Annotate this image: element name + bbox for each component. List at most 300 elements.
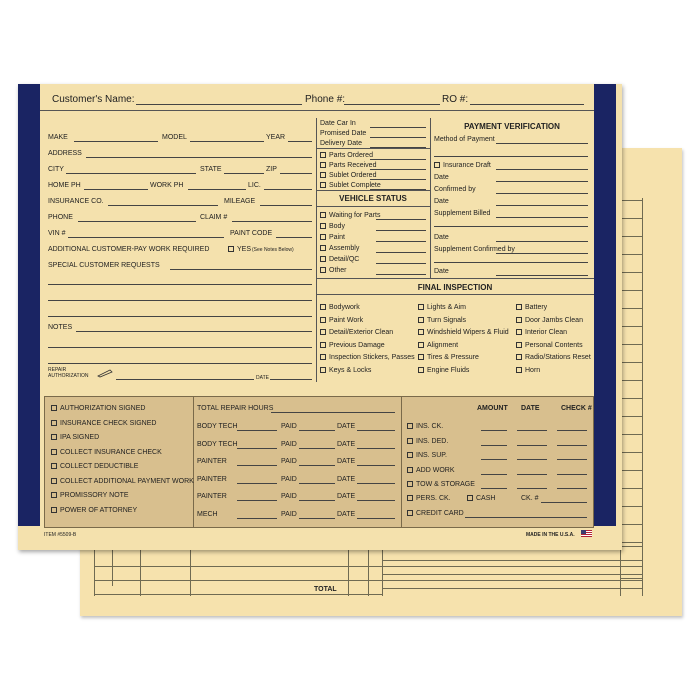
checkbox-icon xyxy=(320,329,326,335)
checkbox-icon xyxy=(320,267,326,273)
inspection-item[interactable] xyxy=(516,317,583,324)
inspection-item[interactable] xyxy=(320,342,385,349)
pv-date-label: Date xyxy=(434,268,449,275)
inspection-item-label: Door Jambs Clean xyxy=(525,316,583,324)
header-divider xyxy=(40,110,594,111)
inspection-item-label: Lights & Aim xyxy=(427,304,466,311)
payment-row-label: TOW & STORAGE xyxy=(416,481,475,488)
date-label: DATE xyxy=(337,423,356,430)
back-grid-line xyxy=(642,198,643,596)
back-grid-line xyxy=(94,580,382,581)
checkbox-icon xyxy=(407,481,413,487)
check-field[interactable] xyxy=(557,474,587,475)
confirmed-by-field[interactable] xyxy=(496,193,588,194)
checkbox-icon xyxy=(516,304,522,310)
back-row-line xyxy=(620,380,642,381)
status-item[interactable] xyxy=(320,212,380,219)
work-phone-label: WORK PH xyxy=(150,182,184,189)
phone-field-2[interactable] xyxy=(78,221,196,222)
special-requests-line[interactable] xyxy=(48,300,312,301)
back-row-line xyxy=(620,452,642,453)
checklist-item[interactable] xyxy=(51,405,145,412)
checkbox-icon xyxy=(320,256,326,262)
back-total-label: TOTAL xyxy=(314,586,337,593)
inspection-item[interactable] xyxy=(320,304,360,311)
insurance-draft-label: Insurance Draft xyxy=(443,162,491,169)
inspection-item-label: Previous Damage xyxy=(329,341,385,349)
checkbox-icon xyxy=(516,367,522,373)
parts-item-line[interactable] xyxy=(370,169,426,170)
checkbox-icon xyxy=(320,223,326,229)
pers-ck[interactable] xyxy=(407,495,451,502)
vehicle-status-top-rule xyxy=(316,190,430,191)
checkbox-icon xyxy=(51,449,57,455)
payment-verification-title: PAYMENT VERIFICATION xyxy=(464,122,560,131)
checkbox-icon xyxy=(418,367,424,373)
front-envelope xyxy=(18,84,622,550)
office-panel xyxy=(44,396,594,528)
pv-date-field[interactable] xyxy=(496,241,588,242)
additional-work-label: ADDITIONAL CUSTOMER-PAY WORK REQUIRED xyxy=(48,246,210,253)
repair-date-field[interactable] xyxy=(270,379,312,380)
checkbox-icon xyxy=(320,182,326,188)
back-row-line xyxy=(620,344,642,345)
amount-field[interactable] xyxy=(481,474,507,475)
date-field[interactable] xyxy=(357,430,395,431)
checkbox-icon xyxy=(418,329,424,335)
payment-row[interactable] xyxy=(407,481,475,488)
date-field[interactable] xyxy=(357,483,395,484)
home-phone-field[interactable] xyxy=(84,189,148,190)
status-item-line[interactable] xyxy=(376,274,426,275)
status-item[interactable] xyxy=(320,245,359,252)
pv-date-field[interactable] xyxy=(496,275,588,276)
back-row-line xyxy=(620,524,642,525)
panel-divider xyxy=(193,397,194,527)
inspection-item[interactable] xyxy=(516,304,547,311)
status-item-line[interactable] xyxy=(376,219,426,220)
inspection-item[interactable] xyxy=(418,317,466,324)
repair-date-label: DATE xyxy=(256,375,269,381)
customer-name-label: Customer's Name: xyxy=(52,94,135,105)
status-item-label: Body xyxy=(329,223,345,230)
right-navy-bar xyxy=(594,84,616,526)
supplement-confirmed-by-label: Supplement Confirmed by xyxy=(434,246,515,253)
dates-divider xyxy=(316,148,430,149)
zip-field[interactable] xyxy=(280,173,312,174)
city-label: CITY xyxy=(48,166,64,173)
checkbox-icon xyxy=(51,434,57,440)
back-row-line xyxy=(620,290,642,291)
status-item[interactable] xyxy=(320,256,359,263)
check-field[interactable] xyxy=(557,459,587,460)
vehicle-status-title: VEHICLE STATUS xyxy=(339,194,407,203)
repair-hours-field[interactable] xyxy=(271,412,395,413)
tech-label: BODY TECH xyxy=(197,440,238,448)
claim-field[interactable] xyxy=(232,221,312,222)
checkbox-icon xyxy=(516,342,522,348)
status-item-line[interactable] xyxy=(376,252,426,253)
column-divider xyxy=(430,118,431,278)
status-item[interactable] xyxy=(320,267,347,274)
date-field[interactable] xyxy=(357,518,395,519)
paid-label: PAID xyxy=(281,458,297,465)
column-divider xyxy=(316,118,317,382)
inspection-item-label: Tires & Pressure xyxy=(427,354,479,361)
checkbox-icon xyxy=(516,317,522,323)
credit-card-field[interactable] xyxy=(465,517,587,518)
special-requests-label: SPECIAL CUSTOMER REQUESTS xyxy=(48,262,160,269)
credit-card[interactable] xyxy=(407,510,464,517)
paid-label: PAID xyxy=(281,440,297,448)
inspection-item[interactable] xyxy=(516,329,567,336)
notes-line[interactable] xyxy=(48,347,312,348)
back-grid-line xyxy=(94,594,382,595)
inspection-item-label: Detail/Exterior Clean xyxy=(329,329,394,336)
checklist-item-label: PROMISSORY NOTE xyxy=(60,492,129,499)
parts-item[interactable] xyxy=(320,172,376,179)
paid-label: PAID xyxy=(281,423,297,430)
paid-label: PAID xyxy=(281,493,297,500)
amount-field[interactable] xyxy=(481,445,507,446)
status-item[interactable] xyxy=(320,234,345,241)
checklist-item-label: IPA SIGNED xyxy=(60,434,100,441)
checkbox-icon xyxy=(407,423,413,429)
paid-field[interactable] xyxy=(299,500,335,501)
checkbox-icon xyxy=(320,342,326,348)
date-field[interactable] xyxy=(357,500,395,501)
checkbox-icon xyxy=(407,510,413,516)
back-row-line xyxy=(620,416,642,417)
checklist-item[interactable] xyxy=(51,434,99,441)
payment-line[interactable] xyxy=(434,226,588,227)
checkbox-icon xyxy=(418,304,424,310)
vin-field[interactable] xyxy=(68,237,224,238)
address-label: ADDRESS xyxy=(48,150,82,157)
checklist-item[interactable] xyxy=(51,507,137,514)
date-label: DATE xyxy=(337,510,356,518)
payment-row[interactable] xyxy=(407,452,447,459)
amount-field[interactable] xyxy=(481,488,507,489)
tech-label: PAINTER xyxy=(197,475,227,483)
inspection-item[interactable] xyxy=(516,354,591,361)
paint-code-label: PAINT CODE xyxy=(230,230,273,237)
yes-checkbox[interactable] xyxy=(228,246,251,253)
status-item-line[interactable] xyxy=(376,241,426,242)
parts-item-label: Parts Ordered xyxy=(329,152,373,159)
checkbox-icon xyxy=(320,172,326,178)
final-inspection-top-rule xyxy=(316,278,594,279)
make-field[interactable] xyxy=(74,141,158,142)
back-row-line xyxy=(382,588,642,589)
back-row-line xyxy=(620,434,642,435)
checkbox-icon xyxy=(320,212,326,218)
model-field[interactable] xyxy=(190,141,264,142)
inspection-item[interactable] xyxy=(320,367,371,374)
date-field[interactable] xyxy=(357,465,395,466)
date-label: DATE xyxy=(337,475,356,483)
paid-label: PAID xyxy=(281,475,297,483)
inspection-item-label: Interior Clean xyxy=(525,329,568,336)
pv-date-field[interactable] xyxy=(496,181,588,182)
payment-row[interactable] xyxy=(407,467,455,474)
ck-no-field[interactable] xyxy=(541,502,587,503)
back-row-line xyxy=(620,254,642,255)
address-field[interactable] xyxy=(86,157,312,158)
checkbox-icon xyxy=(51,507,57,513)
repair-hours-title: TOTAL REPAIR HOURS xyxy=(197,405,274,412)
checkbox-icon xyxy=(434,162,440,168)
checkbox-icon xyxy=(418,354,424,360)
tech-label: MECH xyxy=(197,510,218,518)
yes-note: (See Notes Below) xyxy=(252,247,294,253)
signature-pen-icon xyxy=(96,368,114,378)
back-row-line xyxy=(620,542,642,543)
authorization-label: AUTHORIZATION xyxy=(48,373,89,379)
date-field[interactable] xyxy=(517,430,547,431)
status-item-label: Assembly xyxy=(329,245,360,252)
paid-field[interactable] xyxy=(299,518,335,519)
parts-item-label: Sublet Complete xyxy=(329,182,381,189)
final-inspection-rule xyxy=(316,294,594,295)
back-row-line xyxy=(620,362,642,363)
checkbox-icon xyxy=(407,438,413,444)
checkbox-icon xyxy=(418,317,424,323)
pv-date-label: Date xyxy=(434,198,449,205)
tech-field[interactable] xyxy=(237,500,277,501)
checkbox-icon xyxy=(51,420,57,426)
pv-date-label: Date xyxy=(434,234,449,241)
check-field[interactable] xyxy=(557,488,587,489)
status-item-label: Other xyxy=(329,267,347,274)
amount-field[interactable] xyxy=(481,459,507,460)
supplement-confirmed-by-field[interactable] xyxy=(496,253,588,254)
checkbox-icon xyxy=(516,329,522,335)
checklist-item[interactable] xyxy=(51,478,194,485)
method-of-payment-field[interactable] xyxy=(496,143,588,144)
date-field[interactable] xyxy=(517,459,547,460)
back-row-line xyxy=(620,272,642,273)
checkbox-icon xyxy=(320,245,326,251)
mileage-field[interactable] xyxy=(260,205,312,206)
phone-field[interactable] xyxy=(344,104,440,105)
payment-line[interactable] xyxy=(434,156,588,157)
notes-field[interactable] xyxy=(76,331,312,332)
license-field[interactable] xyxy=(264,189,312,190)
paid-field[interactable] xyxy=(299,448,335,449)
year-field[interactable] xyxy=(288,141,312,142)
back-row-line xyxy=(382,574,642,575)
inspection-item[interactable] xyxy=(418,354,479,361)
back-row-line xyxy=(620,488,642,489)
paid-label: PAID xyxy=(281,510,297,518)
parts-item[interactable] xyxy=(320,162,376,169)
vin-label: VIN # xyxy=(48,230,66,237)
parts-item[interactable] xyxy=(320,152,373,159)
date-field[interactable] xyxy=(517,488,547,489)
inspection-item[interactable] xyxy=(320,354,415,361)
panel-divider xyxy=(401,397,402,527)
payment-row[interactable] xyxy=(407,423,443,430)
confirmed-by-label: Confirmed by xyxy=(434,186,476,193)
date-field[interactable] xyxy=(517,445,547,446)
inspection-item[interactable] xyxy=(516,367,540,374)
supplement-billed-label: Supplement Billed xyxy=(434,210,491,217)
tech-field[interactable] xyxy=(237,518,277,519)
checkbox-icon xyxy=(320,317,326,323)
checkbox-icon xyxy=(418,342,424,348)
parts-item-line[interactable] xyxy=(370,179,426,180)
make-label: MAKE xyxy=(48,134,68,141)
tech-field[interactable] xyxy=(237,430,277,431)
cash-label: CASH xyxy=(476,495,496,502)
made-in-usa: MADE IN THE U.S.A. xyxy=(526,532,575,538)
checklist-item[interactable] xyxy=(51,463,138,470)
inspection-item-label: Horn xyxy=(525,366,541,374)
status-item[interactable] xyxy=(320,223,345,230)
date-item-label: Date Car In xyxy=(320,120,356,127)
status-item-label: Detail/QC xyxy=(329,256,360,263)
inspection-item-label: Battery xyxy=(525,304,548,311)
license-label: LIC. xyxy=(248,182,261,189)
tech-field[interactable] xyxy=(237,465,277,466)
payment-row[interactable] xyxy=(407,438,448,445)
final-inspection-title: FINAL INSPECTION xyxy=(417,283,493,292)
claim-label: CLAIM # xyxy=(200,214,228,221)
tech-field[interactable] xyxy=(237,448,277,449)
parts-item-label: Parts Received xyxy=(329,162,377,169)
customer-name-field[interactable] xyxy=(136,104,302,105)
payment-row-label: INS. SUP. xyxy=(416,452,447,459)
inspection-item-label: Paint Work xyxy=(329,316,364,324)
check-field[interactable] xyxy=(557,445,587,446)
inspection-item[interactable] xyxy=(320,329,393,336)
cash[interactable] xyxy=(467,495,495,502)
inspection-item-label: Turn Signals xyxy=(427,316,467,324)
inspection-item-label: Personal Contents xyxy=(525,341,583,349)
year-label: YEAR xyxy=(266,134,286,141)
back-grid-line xyxy=(94,566,382,567)
payment-row-label: ADD WORK xyxy=(416,466,455,474)
checkbox-icon xyxy=(407,452,413,458)
checkbox-icon xyxy=(320,367,326,373)
checklist-item[interactable] xyxy=(51,449,162,456)
check-field[interactable] xyxy=(557,430,587,431)
vehicle-status-rule xyxy=(316,206,430,207)
notes-label: NOTES xyxy=(48,324,73,331)
repair-label: REPAIR xyxy=(48,367,67,373)
inspection-item-label: Radio/Stations Reset xyxy=(525,354,591,361)
checklist-item-label: COLLECT INSURANCE CHECK xyxy=(60,448,162,456)
paint-code-field[interactable] xyxy=(276,237,312,238)
inspection-item-label: Keys & Locks xyxy=(329,366,372,374)
state-field[interactable] xyxy=(224,173,264,174)
pers-ck-label: PERS. CK. xyxy=(416,495,451,502)
amount-field[interactable] xyxy=(481,430,507,431)
inspection-item-label: Engine Fluids xyxy=(427,366,470,374)
ck-no-label: CK. # xyxy=(521,495,539,502)
checkbox-icon xyxy=(516,354,522,360)
parts-item[interactable] xyxy=(320,182,381,189)
special-requests-line[interactable] xyxy=(48,284,312,285)
insurance-draft[interactable] xyxy=(434,162,491,169)
credit-card-label: CREDIT CARD xyxy=(416,510,464,517)
city-field[interactable] xyxy=(66,173,196,174)
status-item-line[interactable] xyxy=(376,263,426,264)
repair-authorization-field[interactable] xyxy=(116,379,254,380)
state-label: STATE xyxy=(200,166,222,173)
checklist-item-label: POWER OF ATTORNEY xyxy=(60,506,138,514)
checklist-item[interactable] xyxy=(51,492,129,499)
back-row-line xyxy=(620,200,642,201)
inspection-item[interactable] xyxy=(320,317,363,324)
inspection-item[interactable] xyxy=(418,342,458,349)
date-field[interactable] xyxy=(357,448,395,449)
tech-label: PAINTER xyxy=(197,458,227,465)
paid-field[interactable] xyxy=(299,430,335,431)
inspection-item-label: Inspection Stickers, Passes xyxy=(329,354,415,361)
work-phone-field[interactable] xyxy=(188,189,246,190)
back-row-line xyxy=(620,398,642,399)
back-row-line xyxy=(620,470,642,471)
date-item-field[interactable] xyxy=(370,137,426,138)
checklist-item-label: AUTHORIZATION SIGNED xyxy=(60,405,146,412)
date-item-field[interactable] xyxy=(370,127,426,128)
inspection-item-label: Bodywork xyxy=(329,304,360,311)
back-grid-line xyxy=(382,580,642,581)
ro-field[interactable] xyxy=(470,104,584,105)
inspection-item[interactable] xyxy=(418,304,466,311)
tech-field[interactable] xyxy=(237,483,277,484)
inspection-item-label: Windshield Wipers & Fluid xyxy=(427,329,509,336)
notes-line[interactable] xyxy=(48,363,312,364)
checkbox-icon xyxy=(467,495,473,501)
date-field[interactable] xyxy=(517,474,547,475)
status-item-line[interactable] xyxy=(376,230,426,231)
back-row-line xyxy=(382,560,642,561)
parts-item-label: Sublet Ordered xyxy=(329,172,377,179)
checkbox-icon xyxy=(320,304,326,310)
payment-line[interactable] xyxy=(434,262,588,263)
home-phone-label: HOME PH xyxy=(48,182,81,189)
special-requests-field[interactable] xyxy=(170,269,312,270)
supplement-billed-field[interactable] xyxy=(496,217,588,218)
pv-date-field[interactable] xyxy=(496,205,588,206)
insurance-draft-field[interactable] xyxy=(496,169,588,170)
inspection-item-label: Alignment xyxy=(427,341,459,349)
payment-header: AMOUNT xyxy=(477,405,508,412)
checklist-item-label: INSURANCE CHECK SIGNED xyxy=(60,419,157,427)
checkbox-icon xyxy=(228,246,234,252)
parts-item-line[interactable] xyxy=(370,159,426,160)
checklist-item[interactable] xyxy=(51,420,156,427)
inspection-item[interactable] xyxy=(418,329,509,336)
checkbox-icon xyxy=(320,234,326,240)
mileage-label: MILEAGE xyxy=(224,198,256,205)
date-item-label: Promised Date xyxy=(320,130,367,137)
payment-row-label: INS. DED. xyxy=(416,437,449,445)
paid-field[interactable] xyxy=(299,483,335,484)
insurance-co-field[interactable] xyxy=(108,205,218,206)
inspection-item[interactable] xyxy=(516,342,583,349)
ro-label: RO #: xyxy=(442,94,469,105)
inspection-item[interactable] xyxy=(418,367,469,374)
paid-field[interactable] xyxy=(299,465,335,466)
checkbox-icon xyxy=(51,478,57,484)
special-requests-line[interactable] xyxy=(48,316,312,317)
payment-header: DATE xyxy=(521,405,540,412)
checklist-item-label: COLLECT DEDUCTIBLE xyxy=(60,463,139,470)
